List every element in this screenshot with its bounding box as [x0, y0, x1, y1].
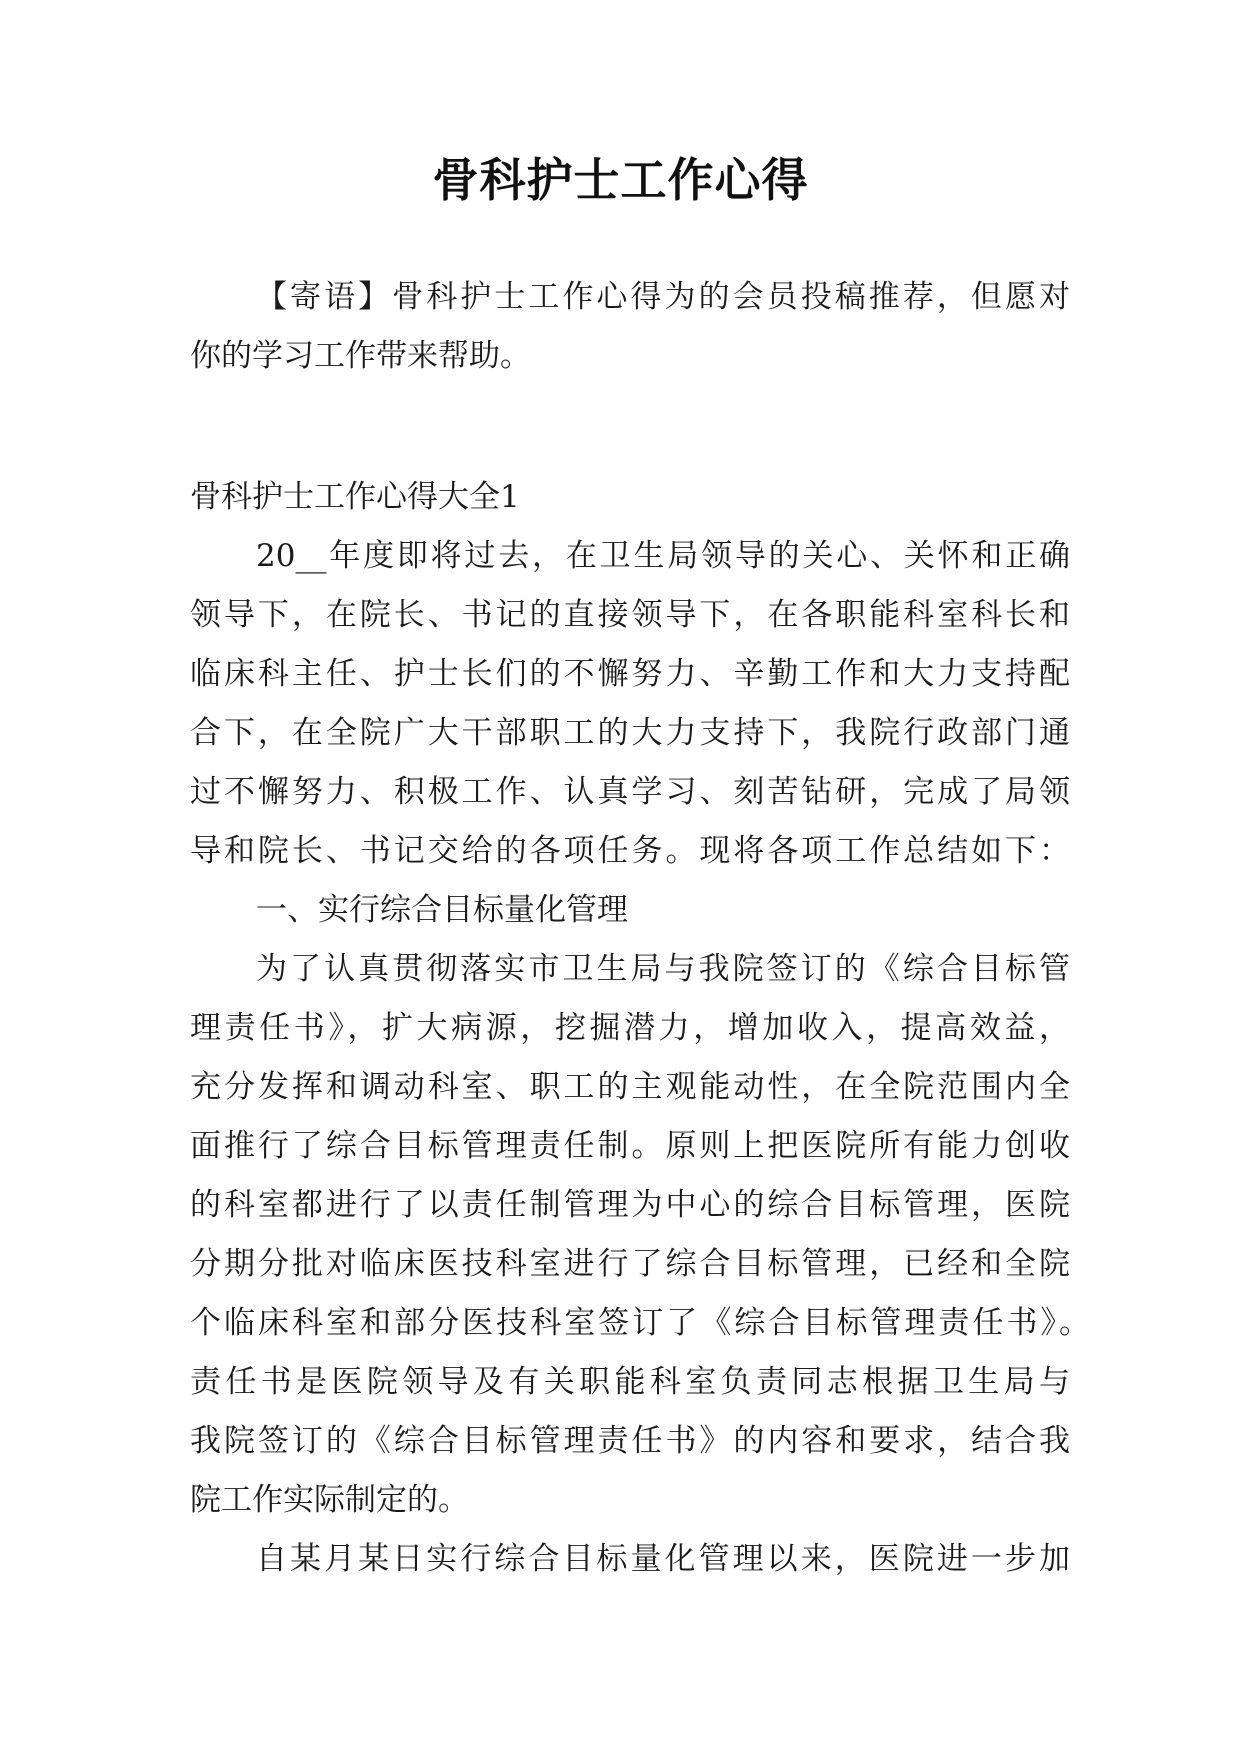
- paragraph-1-line-4: 合下，在全院广大干部职工的大力支持下，我院行政部门通: [190, 715, 1070, 751]
- paragraph-2-line-5: 的科室都进行了以责任制管理为中心的综合目标管理，医院: [190, 1187, 1070, 1223]
- paragraph-2-line-6: 分期分批对临床医技科室进行了综合目标管理，已经和全院: [190, 1246, 1070, 1282]
- section-heading: 骨科护士工作心得大全1: [190, 479, 520, 515]
- paragraph-1-line-2: 领导下，在院长、书记的直接领导下，在各职能科室科长和: [190, 597, 1070, 633]
- paragraph-1-line-3: 临床科主任、护士长们的不懈努力、辛勤工作和大力支持配: [190, 656, 1070, 692]
- paragraph-2-line-1: 为了认真贯彻落实市卫生局与我院签订的《综合目标管: [256, 951, 1070, 987]
- paragraph-2-line-10: 院工作实际制定的。: [190, 1482, 469, 1518]
- paragraph-2-line-4: 面推行了综合目标管理责任制。原则上把医院所有能力创收: [190, 1128, 1070, 1164]
- paragraph-1-line-5: 过不懈努力、积极工作、认真学习、刻苦钻研，完成了局领: [190, 774, 1070, 810]
- paragraph-2-line-9: 我院签订的《综合目标管理责任书》的内容和要求，结合我: [190, 1423, 1070, 1459]
- subheading-1: 一、实行综合目标量化管理: [256, 892, 628, 928]
- paragraph-2-line-7: 个临床科室和部分医技科室签订了《综合目标管理责任书》。: [190, 1305, 1090, 1341]
- paragraph-2-line-3: 充分发挥和调动科室、职工的主观能动性，在全院范围内全: [190, 1069, 1070, 1105]
- paragraph-1-line-1: 20__年度即将过去，在卫生局领导的关心、关怀和正确: [256, 538, 1070, 574]
- intro-line-1: 【寄语】骨科护士工作心得为的会员投稿推荐，但愿对: [256, 279, 1070, 315]
- intro-line-2: 你的学习工作带来帮助。: [190, 338, 531, 374]
- paragraph-1-line-6: 导和院长、书记交给的各项任务。现将各项工作总结如下：: [190, 833, 1070, 869]
- paragraph-3-line-1: 自某月某日实行综合目标量化管理以来，医院进一步加: [256, 1541, 1070, 1577]
- paragraph-2-line-8: 责任书是医院领导及有关职能科室负责同志根据卫生局与: [190, 1364, 1070, 1400]
- paragraph-2-line-2: 理责任书》，扩大病源，挖掘潜力，增加收入，提高效益，: [190, 1010, 1070, 1046]
- document-title: 骨科护士工作心得: [432, 153, 809, 207]
